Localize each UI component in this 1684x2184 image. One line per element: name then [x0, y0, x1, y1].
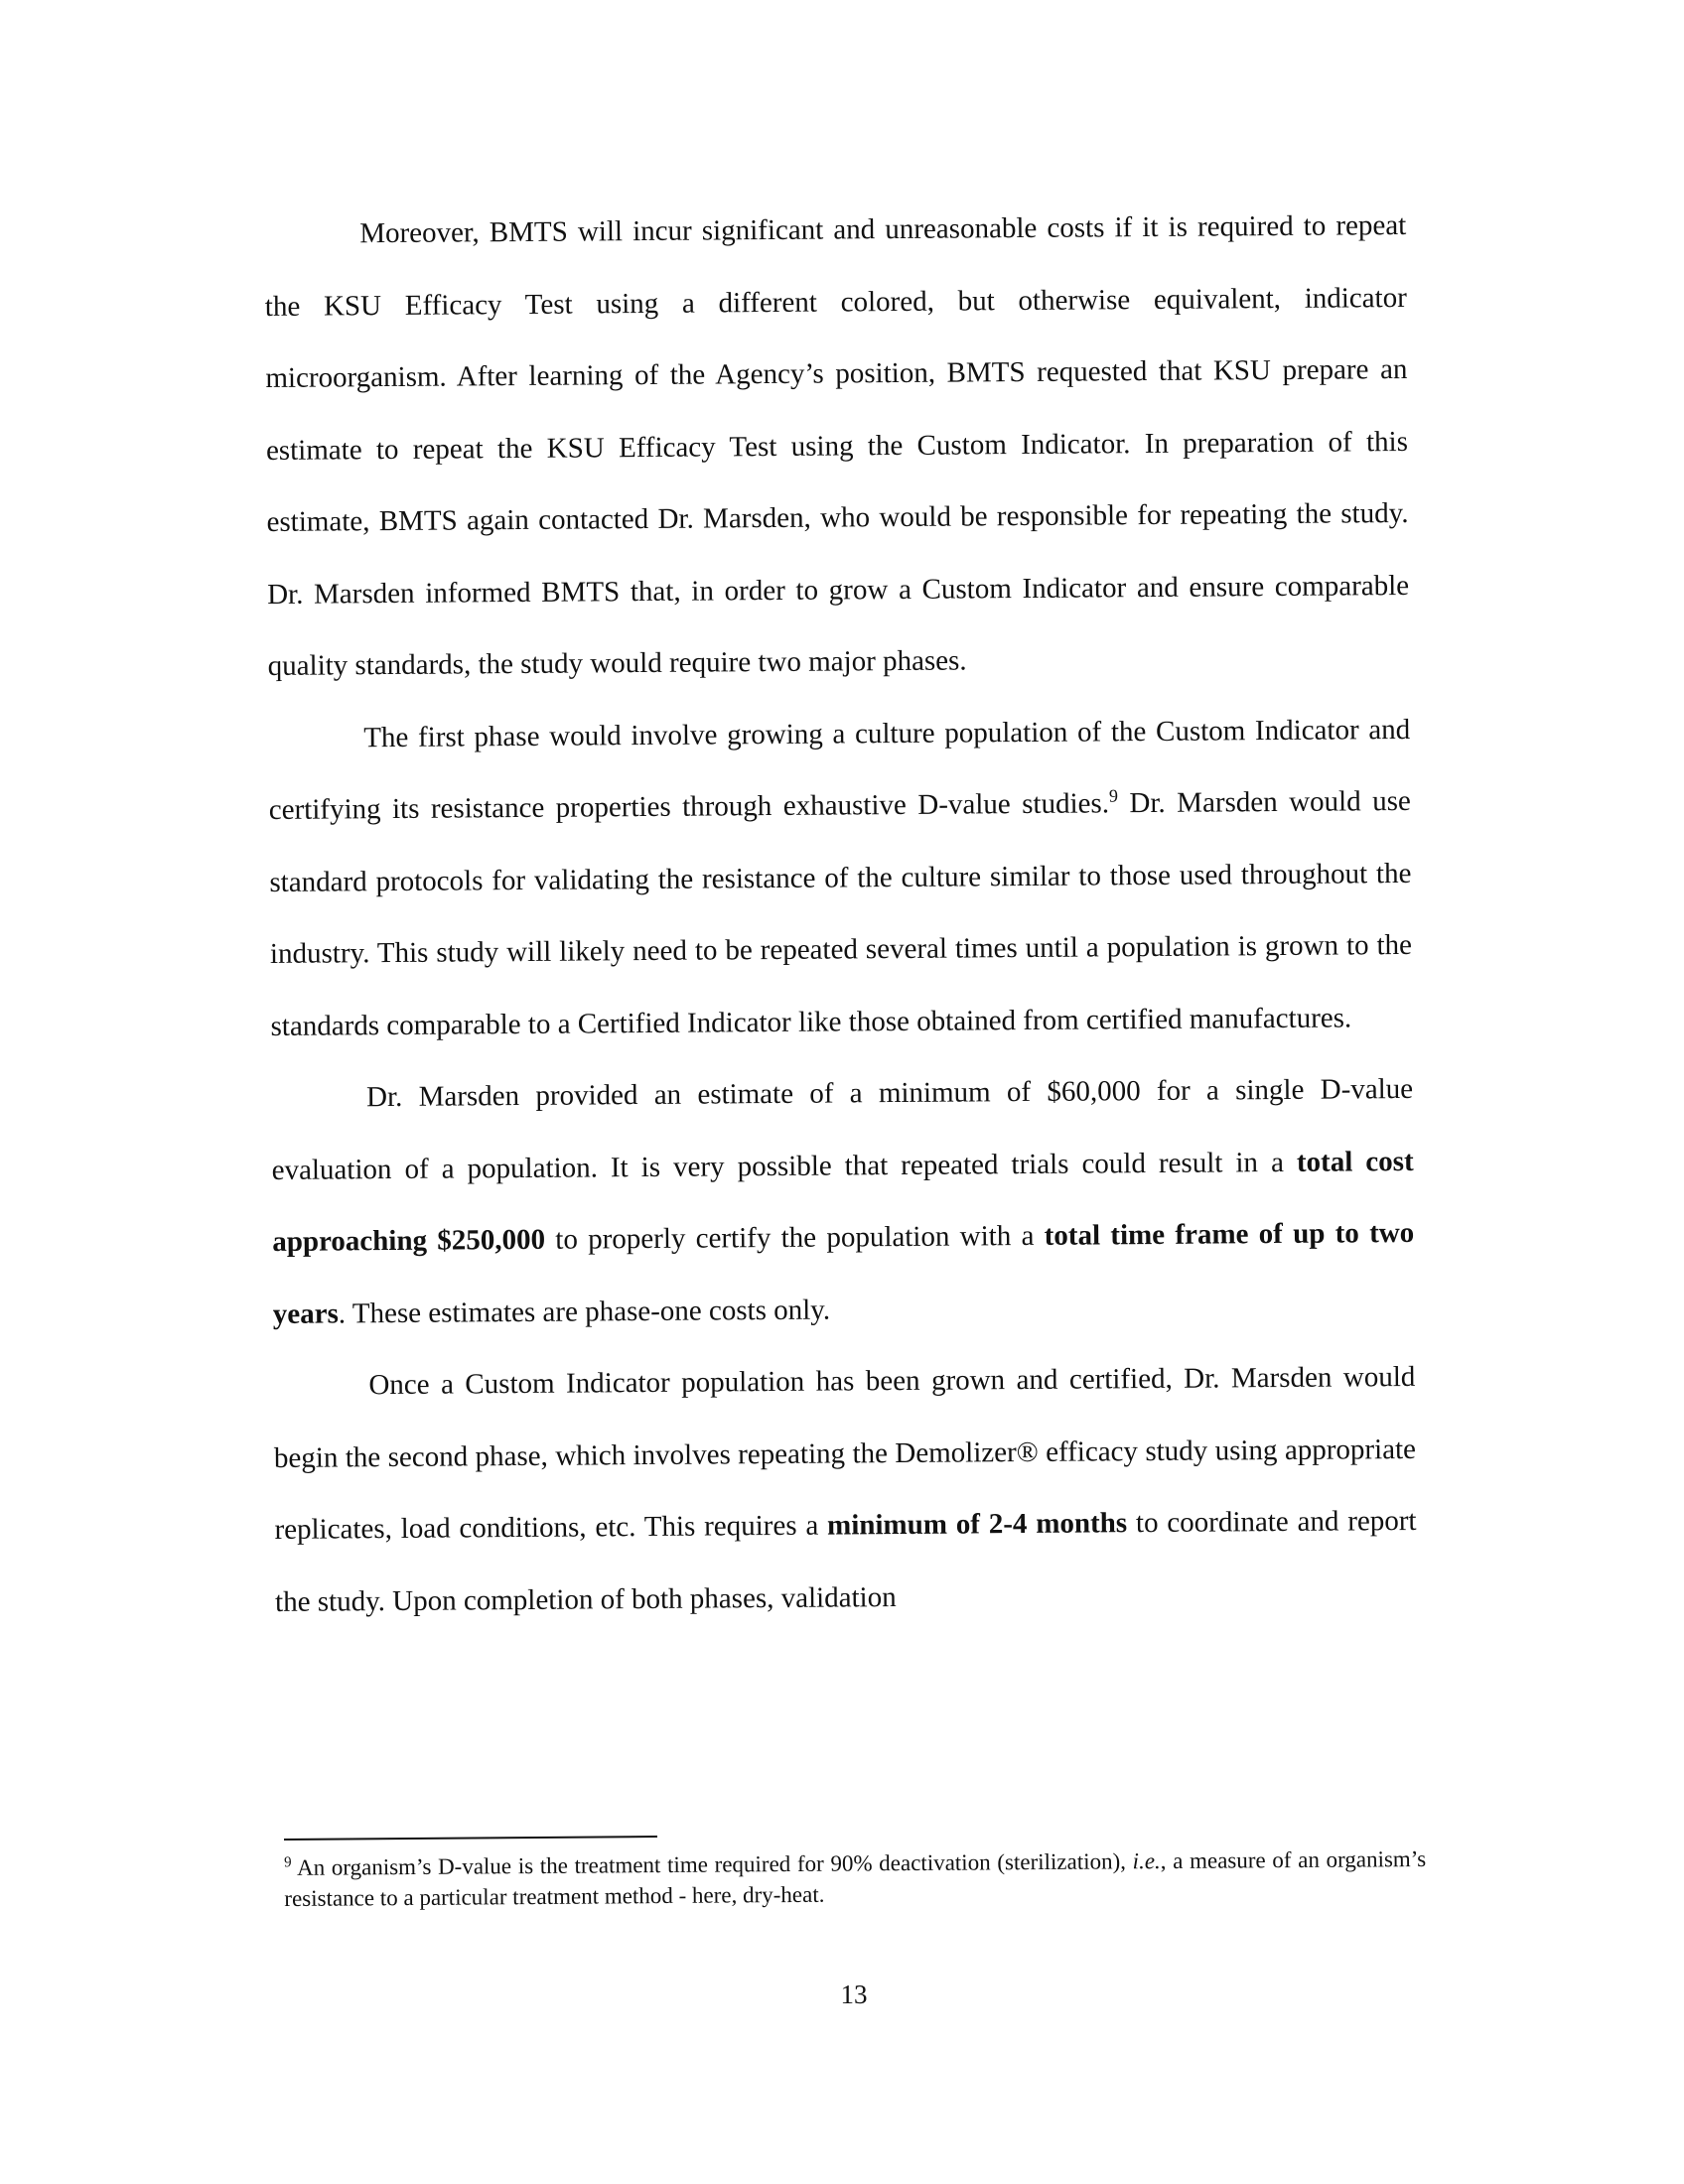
footnote-number: 9	[284, 1854, 292, 1871]
body-text	[264, 190, 1417, 1638]
paragraph-2: The first phase would involve growing a culture population of the Custom Indicator and certifying its resistance properties through exhaustive D-value studies.$^9$ Dr. Marsden would use standard protocols for validating the resistance of the culture similar to those used throughout the industry. This study will likely need to be repeated several times until a population is grown to the standards comparable to a Certified Indicator like those obtained from certified manufactures.	[268, 713, 1413, 1042]
paragraph-3: Dr. Marsden provided an estimate of a minimum of $60,000 for a single D-value evaluation of a population. It is very possible that repeated trials could result in a total cost approaching $250,000 to properly certify the population with a total time frame of up to two years. These estimates are phase-one costs only.	[271, 1072, 1415, 1330]
bold-time-frame: total time frame of up to two years	[272, 1216, 1415, 1330]
paragraph-1: Moreover, BMTS will incur significant and unreasonable costs if it is required to repeat the KSU Efficacy Test using a different colored, but otherwise equivalent, indicator microorganism. After learning of the Agency’s position, BMTS requested that KSU prepare an estimate to repeat the KSU Efficacy Test using the Custom Indicator. In preparation of this estimate, BMTS again contacted Dr. Marsden, who would be responsible for repeating the study. Dr. Marsden informed BMTS that, in order to grow a Custom Indicator and ensure comparable quality standards, the study would require two major phases.	[264, 208, 1410, 682]
footnote: $^9$ An organism’s D-value is the treatment time required for 90% deactivation (sterilization), i.e., a measure of an organism’s resistance to a particular treatment method - here, dry-heat.	[284, 1845, 1427, 1911]
page-number: 13	[840, 1979, 868, 2009]
footnote-divider	[284, 1836, 657, 1841]
paragraph-4: Once a Custom Indicator population has been grown and certified, Dr. Marsden would begin the second phase, which involves repeating the Demolizer® efficacy study using appropriate replicates, load conditions, etc. This requires a minimum of 2-4 months to coordinate and report the study. Upon completion of both phases, validation	[273, 1360, 1417, 1618]
bold-total-cost: total cost approaching $250,000	[272, 1145, 1414, 1258]
footnote-reference: 9	[1108, 785, 1119, 806]
bold-minimum-months: minimum of 2-4 months	[826, 1507, 1128, 1542]
